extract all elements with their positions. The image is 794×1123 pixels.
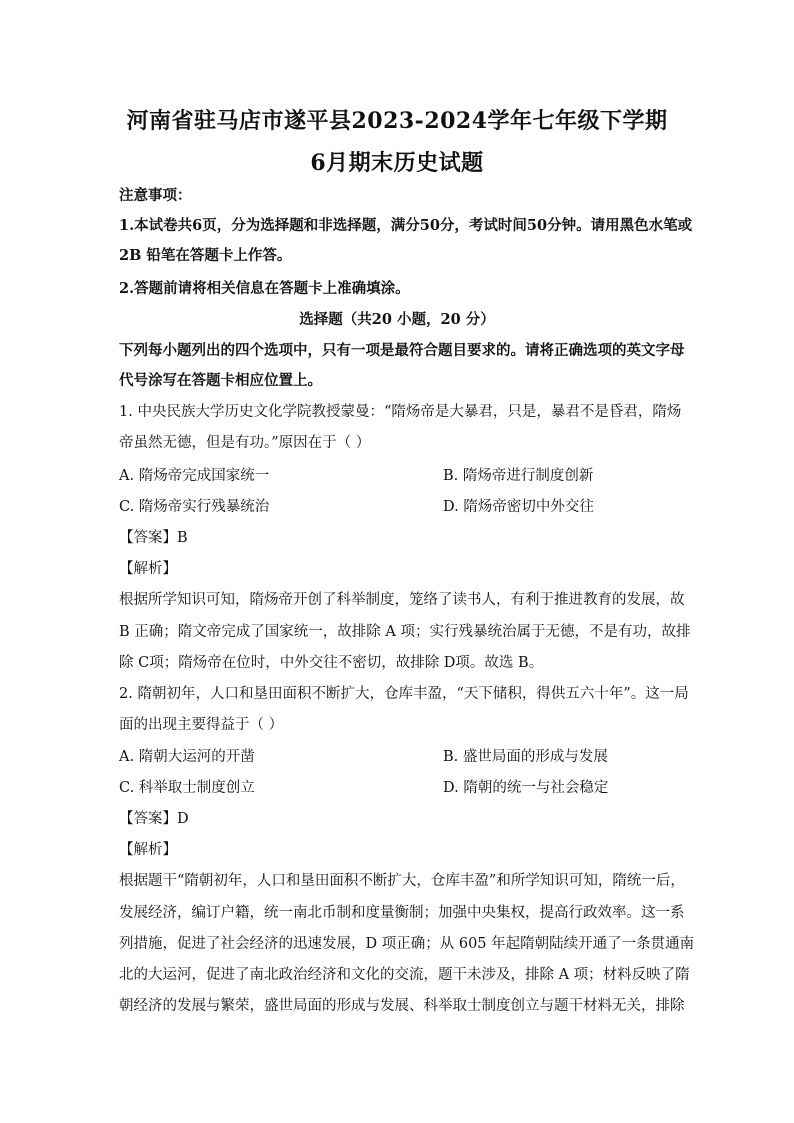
exam-title-line1: 河南省驻马店市遂平县2023-2024学年七年级下学期 (126, 108, 668, 134)
q1-analysis-label: 【解析】 (119, 561, 177, 577)
q2-answer: 【答案】D (119, 811, 189, 827)
q2-analysis-line4: 北的大运河，促进了南北政治经济和文化的交流，题干未涉及，排除 A 项；材料反映了隋 (119, 967, 690, 983)
q2-option-c: C. 科举取士制度创立 (119, 780, 255, 796)
q1-analysis-line3: 除 C项；隋炀帝在位时，中外交往不密切，故排除 D项。故选 B。 (119, 655, 544, 671)
q2-analysis-line3: 列措施，促进了社会经济的迅速发展，D 项正确；从 605 年起隋朝陆续开通了一条贯通南 (119, 936, 695, 952)
q2-analysis-line1: 根据题干“隋朝初年，人口和垦田面积不断扩大，仓库丰盈”和所学知识可知，隋统一后， (119, 873, 685, 889)
q1-option-c: C. 隋炀帝实行残暴统治 (119, 499, 270, 515)
notice-item1-line1: 1.本试卷共6页，分为选择题和非选择题，满分50分，考试时间50分钟。请用黑色水笔或 (119, 217, 693, 234)
q1-option-b: B. 隋炀帝进行制度创新 (443, 468, 594, 484)
q1-stem-line2: 帝虽然无德，但是有功。”原因在于（ ） (119, 435, 371, 451)
q2-option-b: B. 盛世局面的形成与发展 (443, 749, 608, 765)
q2-stem-line2: 面的出现主要得益于（ ） (119, 717, 284, 733)
q2-analysis-line2: 发展经济，编订户籍，统一南北币制和度量衡制；加强中央集权，提高行政效率。这一系 (119, 905, 685, 921)
notice-item1-line2: 2B 铅笔在答题卡上作答。 (119, 247, 292, 264)
q2-option-a: A. 隋朝大运河的开凿 (119, 749, 255, 765)
q2-analysis-line5: 朝经济的发展与繁荣，盛世局面的形成与发展、科举取士制度创立与题干材料无关，排除 (119, 998, 685, 1014)
q1-option-a: A. 隋炀帝完成国家统一 (119, 468, 270, 484)
q1-analysis-line1: 根据所学知识可知，隋炀帝开创了科举制度，笼络了读书人，有利于推进教育的发展，故 (119, 592, 685, 608)
q1-analysis-line2: B 正确；隋文帝完成了国家统一，故排除 A 项；实行残暴统治属于无德，不是有功，故排 (119, 624, 691, 640)
notice-item2: 2.答题前请将相关信息在答题卡上准确填涂。 (119, 280, 410, 297)
section-heading: 选择题（共20 小题，20 分） (299, 311, 495, 328)
notice-heading: 注意事项： (119, 187, 192, 204)
q1-stem-line1: 1. 中央民族大学历史文化学院教授蒙曼：“隋炀帝是大暴君，只是，暴君不是昏君，隋炀 (119, 404, 682, 420)
q2-stem-line1: 2. 隋朝初年，人口和垦田面积不断扩大，仓库丰盈，“天下储积，得供五六十年”。这一局 (119, 686, 689, 702)
q1-option-d: D. 隋炀帝密切中外交往 (443, 499, 594, 515)
exam-title-line2: 6月期末历史试题 (310, 150, 484, 176)
q2-analysis-label: 【解析】 (119, 842, 177, 858)
q2-option-d: D. 隋朝的统一与社会稳定 (443, 780, 609, 796)
q1-answer: 【答案】B (119, 530, 188, 546)
section-instructions-line2: 代号涂写在答题卡相应位置上。 (119, 372, 322, 389)
section-instructions-line1: 下列每小题列出的四个选项中，只有一项是最符合题目要求的。请将正确选项的英文字母 (119, 342, 685, 359)
